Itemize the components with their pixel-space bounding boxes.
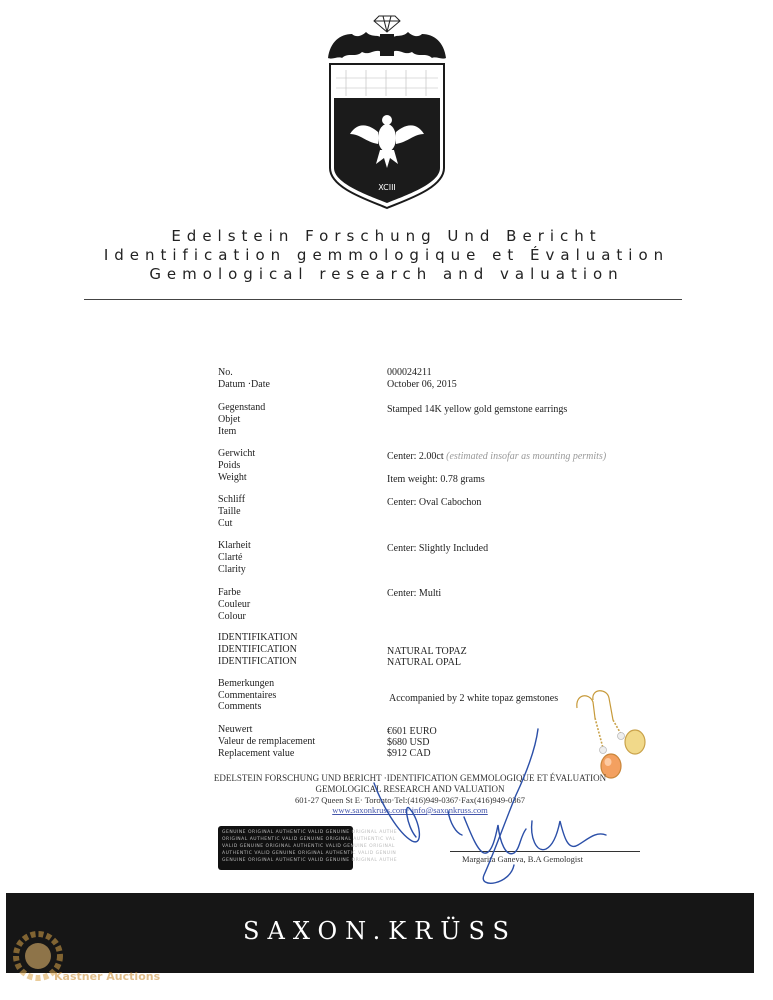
value-label-de: Neuwert xyxy=(218,724,253,735)
identification-label-de: IDENTIFIKATION xyxy=(218,632,298,643)
crest-logo xyxy=(326,12,448,212)
sticker-line: GENUINE ORIGINAL AUTHENTIC VALID GENUINE ORIGINAL AUTHE xyxy=(222,858,398,863)
value-usd: $680 USD xyxy=(387,737,430,748)
comments-label-fr: Commentaires xyxy=(218,690,277,701)
footer-company-line: EDELSTEIN FORSCHUNG UND BERICHT ·IDENTIFICATION GEMMOLOGIQUE ET ÉVALUATION xyxy=(213,773,607,783)
heading-french: Identification gemmologique et Évaluation xyxy=(103,246,670,264)
clarity-label-en: Clarity xyxy=(218,564,246,575)
item-label-de: Gegenstand xyxy=(218,402,266,413)
item-label-en: Item xyxy=(218,426,237,437)
heading-german: Edelstein Forschung Und Bericht xyxy=(171,227,602,245)
identification-label-en: IDENTIFICATION xyxy=(218,656,297,667)
identification-opal: NATURAL OPAL xyxy=(387,657,461,668)
report-number: 000024211 xyxy=(387,367,432,378)
sticker-line: GENUINE ORIGINAL AUTHENTIC VALID GENUINE ORIGINAL AUTHE xyxy=(222,830,398,835)
value-label-en: Replacement value xyxy=(218,748,295,759)
handwritten-signature xyxy=(360,725,620,895)
svg-text:Kastner Auctions: Kastner Auctions xyxy=(54,970,161,983)
colour-label-de: Farbe xyxy=(218,587,241,598)
clarity-label-fr: Clarté xyxy=(218,552,243,563)
heading-english: Gemological research and valuation xyxy=(149,265,624,283)
footer-address: 601-27 Queen St E· Toronto·Tel:(416)949-0367·Fax(416)949-0367 xyxy=(294,795,525,805)
cut-label-fr: Taille xyxy=(218,506,241,517)
mantling-ornament xyxy=(328,32,446,59)
clarity-label-de: Klarheit xyxy=(218,540,251,551)
item-value: Stamped 14K yellow gold gemstone earrings xyxy=(387,404,568,415)
center-weight-value xyxy=(387,451,606,463)
sticker-line: VALID GENUINE ORIGINAL AUTHENTIC VALID GENUINE ORIGINAL xyxy=(222,844,395,849)
footer-subtitle: GEMOLOGICAL RESEARCH AND VALUATION xyxy=(315,784,505,794)
footer-web-link[interactable]: www.saxonkruss.com· info@saxonkruss.com xyxy=(332,805,488,815)
sticker-line: AUTHENTIC VALID GENUINE ORIGINAL AUTHENTIC VALID GENUIN xyxy=(222,851,397,856)
report-date: October 06, 2015 xyxy=(387,379,457,390)
comments-label-de: Bemerkungen xyxy=(218,678,275,689)
value-euro: €601 EURO xyxy=(387,726,437,737)
brand-footer-band xyxy=(6,893,754,973)
cut-label-en: Cut xyxy=(218,518,233,529)
clarity-value: Center: Slightly Included xyxy=(387,543,489,554)
weight-label-fr: Poids xyxy=(218,460,241,471)
brand-logo-text: SAXON.KRÜSS xyxy=(243,917,517,945)
identification-topaz: NATURAL TOPAZ xyxy=(387,646,467,657)
colour-label-fr: Couleur xyxy=(218,599,251,610)
center-weight-note: (estimated insofar as mounting permits) xyxy=(446,451,607,462)
comments-value: Accompanied by 2 white topaz gemstones xyxy=(389,693,559,704)
identification-label-fr: IDENTIFICATION xyxy=(218,644,297,655)
sticker-line: ORIGINAL AUTHENTIC VALID GENUINE ORIGINAL AUTHENTIC VAL xyxy=(222,837,396,842)
colour-label-en: Colour xyxy=(218,611,246,622)
item-label-fr: Objet xyxy=(218,414,241,425)
signatory-name: Margarita Ganeva, B.A Gemologist xyxy=(462,854,583,864)
weight-label-en: Weight xyxy=(218,472,247,483)
value-label-fr: Valeur de remplacement xyxy=(218,736,316,747)
date-label: Datum ·Date xyxy=(218,379,270,390)
crest-numeral: XCIII xyxy=(378,183,396,192)
kastner-auctions-watermark xyxy=(8,928,161,996)
colour-value: Center: Multi xyxy=(387,588,442,599)
cut-label-de: Schliff xyxy=(218,494,246,505)
heading-divider xyxy=(84,299,682,300)
value-cad: $912 CAD xyxy=(387,748,431,759)
center-weight: Center: 2.00ct xyxy=(387,451,444,462)
authenticity-hologram-sticker xyxy=(218,826,398,870)
weight-label-de: Gerwicht xyxy=(218,448,256,459)
diamond-icon xyxy=(374,16,400,32)
number-label: No. xyxy=(218,367,233,378)
comments-label-en: Comments xyxy=(218,701,262,712)
cut-value: Center: Oval Cabochon xyxy=(387,497,482,508)
item-weight-value: Item weight: 0.78 grams xyxy=(387,474,485,485)
